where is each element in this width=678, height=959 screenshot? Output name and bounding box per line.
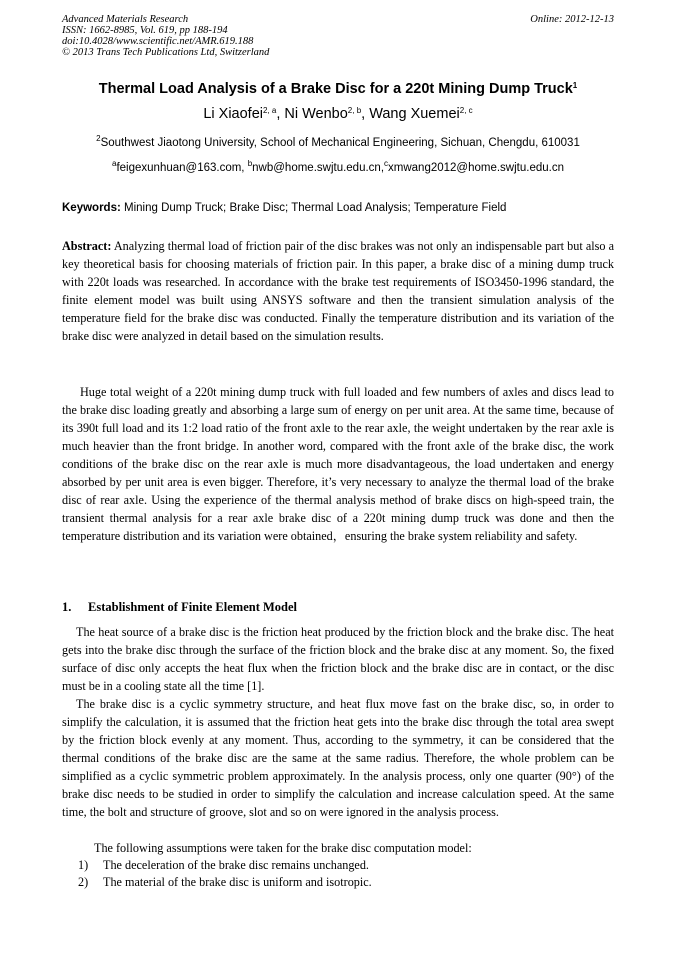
author-sep: ,	[276, 106, 285, 122]
list-text: The deceleration of the brake disc remains unchanged.	[103, 858, 369, 872]
author-name: Wang Xuemei	[369, 106, 460, 122]
email-sup: b	[247, 159, 253, 168]
body-paragraph: The heat source of a brake disc is the friction heat produced by the friction block and the brake disc. The heat gets into the brake disc through the surface of the friction block and the brake disc at any moment. So, the fixed surface of disc only accepts the heat flux when the friction block and the brake disc are in contact, or the disc must be in a cooling state all the time [1].	[62, 625, 614, 693]
journal-name: Advanced Materials Research	[62, 14, 189, 25]
body-paragraph: The following assumptions were taken for the brake disc computation model:	[94, 841, 472, 855]
affiliation-sup: 2	[96, 134, 101, 143]
list-item	[78, 873, 614, 891]
paper-title	[62, 80, 614, 98]
journal-header	[62, 14, 614, 58]
section-number: 1.	[62, 600, 72, 614]
email-address: nwb@home.swjtu.edu.cn,	[252, 162, 385, 174]
author-list	[62, 104, 614, 124]
list-number: 2)	[78, 875, 89, 889]
online-date: Online: 2012-12-13	[530, 14, 614, 25]
doi-line: doi:10.4028/www.scientific.net/AMR.619.188	[62, 36, 254, 47]
list-text: The material of the brake disc is uniform and isotropic.	[103, 875, 372, 889]
abstract	[62, 237, 614, 345]
author-name: Ni Wenbo	[284, 106, 348, 122]
email-list	[62, 160, 614, 176]
author-sep: ,	[361, 106, 370, 122]
list-number: 1)	[78, 858, 89, 872]
issn-line: ISSN: 1662-8985, Vol. 619, pp 188-194	[62, 25, 228, 36]
title-footnote: 1	[572, 81, 578, 90]
intro-paragraph: Huge total weight of a 220t mining dump truck with full loaded and few numbers of axles and discs lead to the brake disc loading greatly and absorbing a large sum of energy on per unit area. At the same time, because of its 390t full load and its 1:2 load ratio of the front axle to the rear axle, the weight undertaken by the rear axle is much heavier than the front bridge. In another word, compared with the front axle of the brake disc, the work conditions of the brake disc on the rear axle is much more disadvantageous, the load undertaken and energy absorbed by per unit area is even bigger. Therefore, it’s very necessary to analyze the thermal load of the brake disc of rear axle. Using the experience of the thermal analysis method of brake discs on high-speed train, the transient thermal analysis for a rear axle brake disc of a 220t mining dump truck was done and then the temperature distribution and its variation were obtained，ensuring the brake system reliability and safety.	[62, 385, 614, 543]
keywords-text: Mining Dump Truck; Brake Disc; Thermal Load Analysis; Temperature Field	[120, 202, 507, 214]
body-paragraph: The brake disc is a cyclic symmetry structure, and heat flux move fast on the brake disc, so, in order to simplify the calculation, it is assumed that the friction heat gets into the brake disc through the total area swept by the friction block evenly at any moment. Thus, according to the symmetry, it can be considered that the thermal conditions of the brake disc are the same at the same radius. Therefore, the whole problem can be simplified as a cyclic symmetric problem approximately. In the analysis process, only one quarter (90°) of the brake disc needs to be studied in order to simplify the calculation and increase calculation speed. At the same time, the bolt and structure of groove, slot and so on were ignored in the analysis process.	[62, 697, 614, 819]
title-text: Thermal Load Analysis of a Brake Disc for a 220t Mining Dump Truck	[98, 81, 573, 97]
keywords-label: Keywords:	[62, 202, 121, 214]
section-heading	[62, 598, 614, 616]
email-address: xmwang2012@home.swjtu.edu.cn	[388, 162, 564, 174]
author-sup: 2, b	[347, 106, 362, 115]
list-item	[78, 856, 614, 874]
author-sup: 2, a	[262, 106, 277, 115]
section-title: Establishment of Finite Element Model	[88, 600, 298, 614]
email-sup: a	[112, 159, 117, 168]
author-name: Li Xiaofei	[203, 106, 263, 122]
affiliation	[62, 135, 614, 151]
abstract-label: Abstract:	[62, 239, 112, 253]
author-sup: 2, c	[459, 106, 473, 115]
keywords	[62, 200, 614, 216]
email-address: feigexunhuan@163.com,	[116, 162, 248, 174]
copyright-line: © 2013 Trans Tech Publications Ltd, Switzerland	[62, 47, 270, 58]
affiliation-text: Southwest Jiaotong University, School of Mechanical Engineering, Sichuan, Chengdu, 610031	[100, 137, 580, 149]
abstract-text: Analyzing thermal load of friction pair of the disc brakes was not only an indispensable part but also a key theoretical basis for choosing materials of friction pair. In this paper, a brake disc of a mining dump truck with 220t loads was researched. In accordance with the brake test requirements of ISO3450-1996 standard, the finite element model was built using ANSYS software and then the transient simulation analysis of the temperature field for the brake disc was conducted. Finally the temperature distribution and its variation of the brake disc were analyzed in detail based on the simulation results.	[62, 239, 614, 343]
email-sup: c	[384, 159, 389, 168]
